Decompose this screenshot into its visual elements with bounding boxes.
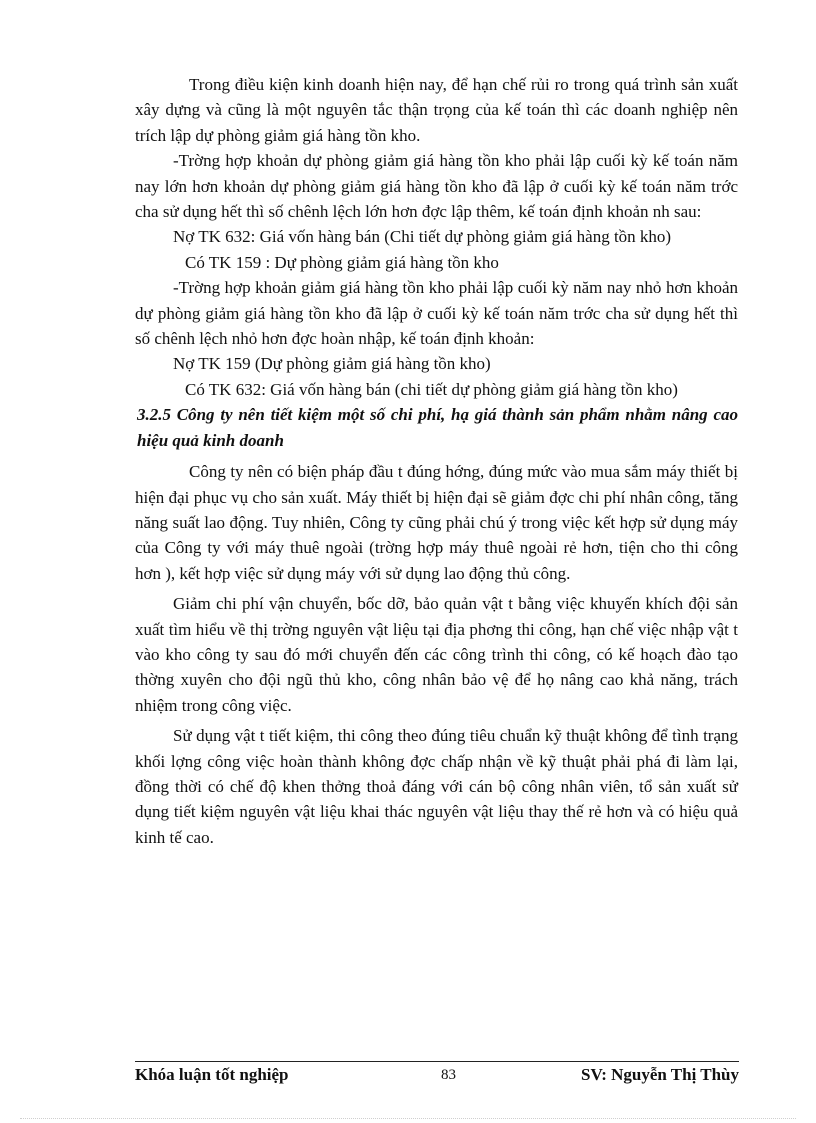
- paragraph: Công ty nên có biện pháp đầu t đúng hớng, đúng mức vào mua sắm máy thiết bị hiện đại phục vụ cho sản xuất. Máy thiết bị hiện đại sẽ giảm đợc chi phí nhân công, tăng năng suất lao động. Tuy nhiên, Công ty cũng phải chú ý trong việc kết hợp sử dụng máy của Công ty với máy thuê ngoài (trờng hợp máy thuê ngoài rẻ hơn, tiện cho thi công hơn ), kết hợp việc sử dụng máy với sử dụng lao động thủ công.: [135, 462, 738, 583]
- footer-thesis-label: Khóa luận tốt nghiệp: [135, 1065, 289, 1084]
- paragraph: -Trờng hợp khoản giảm giá hàng tồn kho phải lập cuối kỳ năm nay nhỏ hơn khoản dự phòng giảm giá hàng tồn kho đã lập ở cuối kỳ kế toán năm trớc cha sử dụng hết thì số chênh lệch nhỏ hơn đợc hoàn nhập, kế toán định khoản:: [135, 278, 738, 349]
- journal-entry-credit: Có TK 632: Giá vốn hàng bán (chi tiết dự phòng giảm giá hàng tồn kho): [185, 379, 678, 399]
- section-heading: 3.2.5 Công ty nên tiết kiệm một số chi phí, hạ giá thành sản phẩm nhằm nâng cao hiệu quả kinh doanh: [137, 405, 738, 450]
- footer-student-name: SV: Nguyễn Thị Thùy: [581, 1065, 739, 1084]
- footer-divider: [135, 1061, 739, 1062]
- paragraph: -Trờng hợp khoản dự phòng giảm giá hàng tồn kho phải lập cuối kỳ kế toán năm nay lớn hơn khoản dự phòng giảm giá hàng tồn kho đã lập ở cuối kỳ kế toán năm trớc cha sử dụng hết thì số chênh lệch lớn hơn đợc lập thêm, kế toán định khoản nh sau:: [135, 151, 738, 222]
- journal-entry-debit: Nợ TK 632: Giá vốn hàng bán (Chi tiết dự phòng giảm giá hàng tồn kho): [173, 227, 672, 247]
- page-footer: [135, 1065, 739, 1089]
- page-number: 83: [441, 1067, 456, 1083]
- paragraph: Trong điều kiện kinh doanh hiện nay, để hạn chế rủi ro trong quá trình sản xuất xây dựng và cũng là một nguyên tắc thận trọng của kế toán thì các doanh nghiệp nên trích lập dự phòng giảm giá hàng tồn kho.: [135, 75, 738, 145]
- page-body: [135, 72, 738, 850]
- bottom-dotted-line: [20, 1118, 796, 1119]
- paragraph: Giảm chi phí vận chuyển, bốc dỡ, bảo quản vật t bằng việc khuyến khích đội sản xuất tìm hiểu về thị trờng nguyên vật liệu tại địa phơng thi công, hạn chế việc nhập vật t vào kho công ty sau đó mới chuyển đến các công trình thi công, có kế hoạch đào tạo thờng xuyên cho đội ngũ thủ kho, công nhân bảo vệ để họ nâng cao khả năng, trách nhiệm trong công việc.: [135, 594, 738, 715]
- journal-entry-credit: Có TK 159 : Dự phòng giảm giá hàng tồn kho: [185, 252, 499, 272]
- journal-entry-debit: Nợ TK 159 (Dự phòng giảm giá hàng tồn kho): [173, 354, 491, 374]
- paragraph: Sử dụng vật t tiết kiệm, thi công theo đúng tiêu chuẩn kỹ thuật không để tình trạng khối lợng công việc hoàn thành không đợc chấp nhận về kỹ thuật phải phá đi làm lại, đồng thời có chế độ khen thởng thoả đáng với cán bộ công nhân viên, tổ sản xuất sử dụng tiết kiệm nguyên vật liệu khai thác nguyên vật liệu thay thế rẻ hơn và có hiệu quả kinh tế cao.: [135, 726, 738, 847]
